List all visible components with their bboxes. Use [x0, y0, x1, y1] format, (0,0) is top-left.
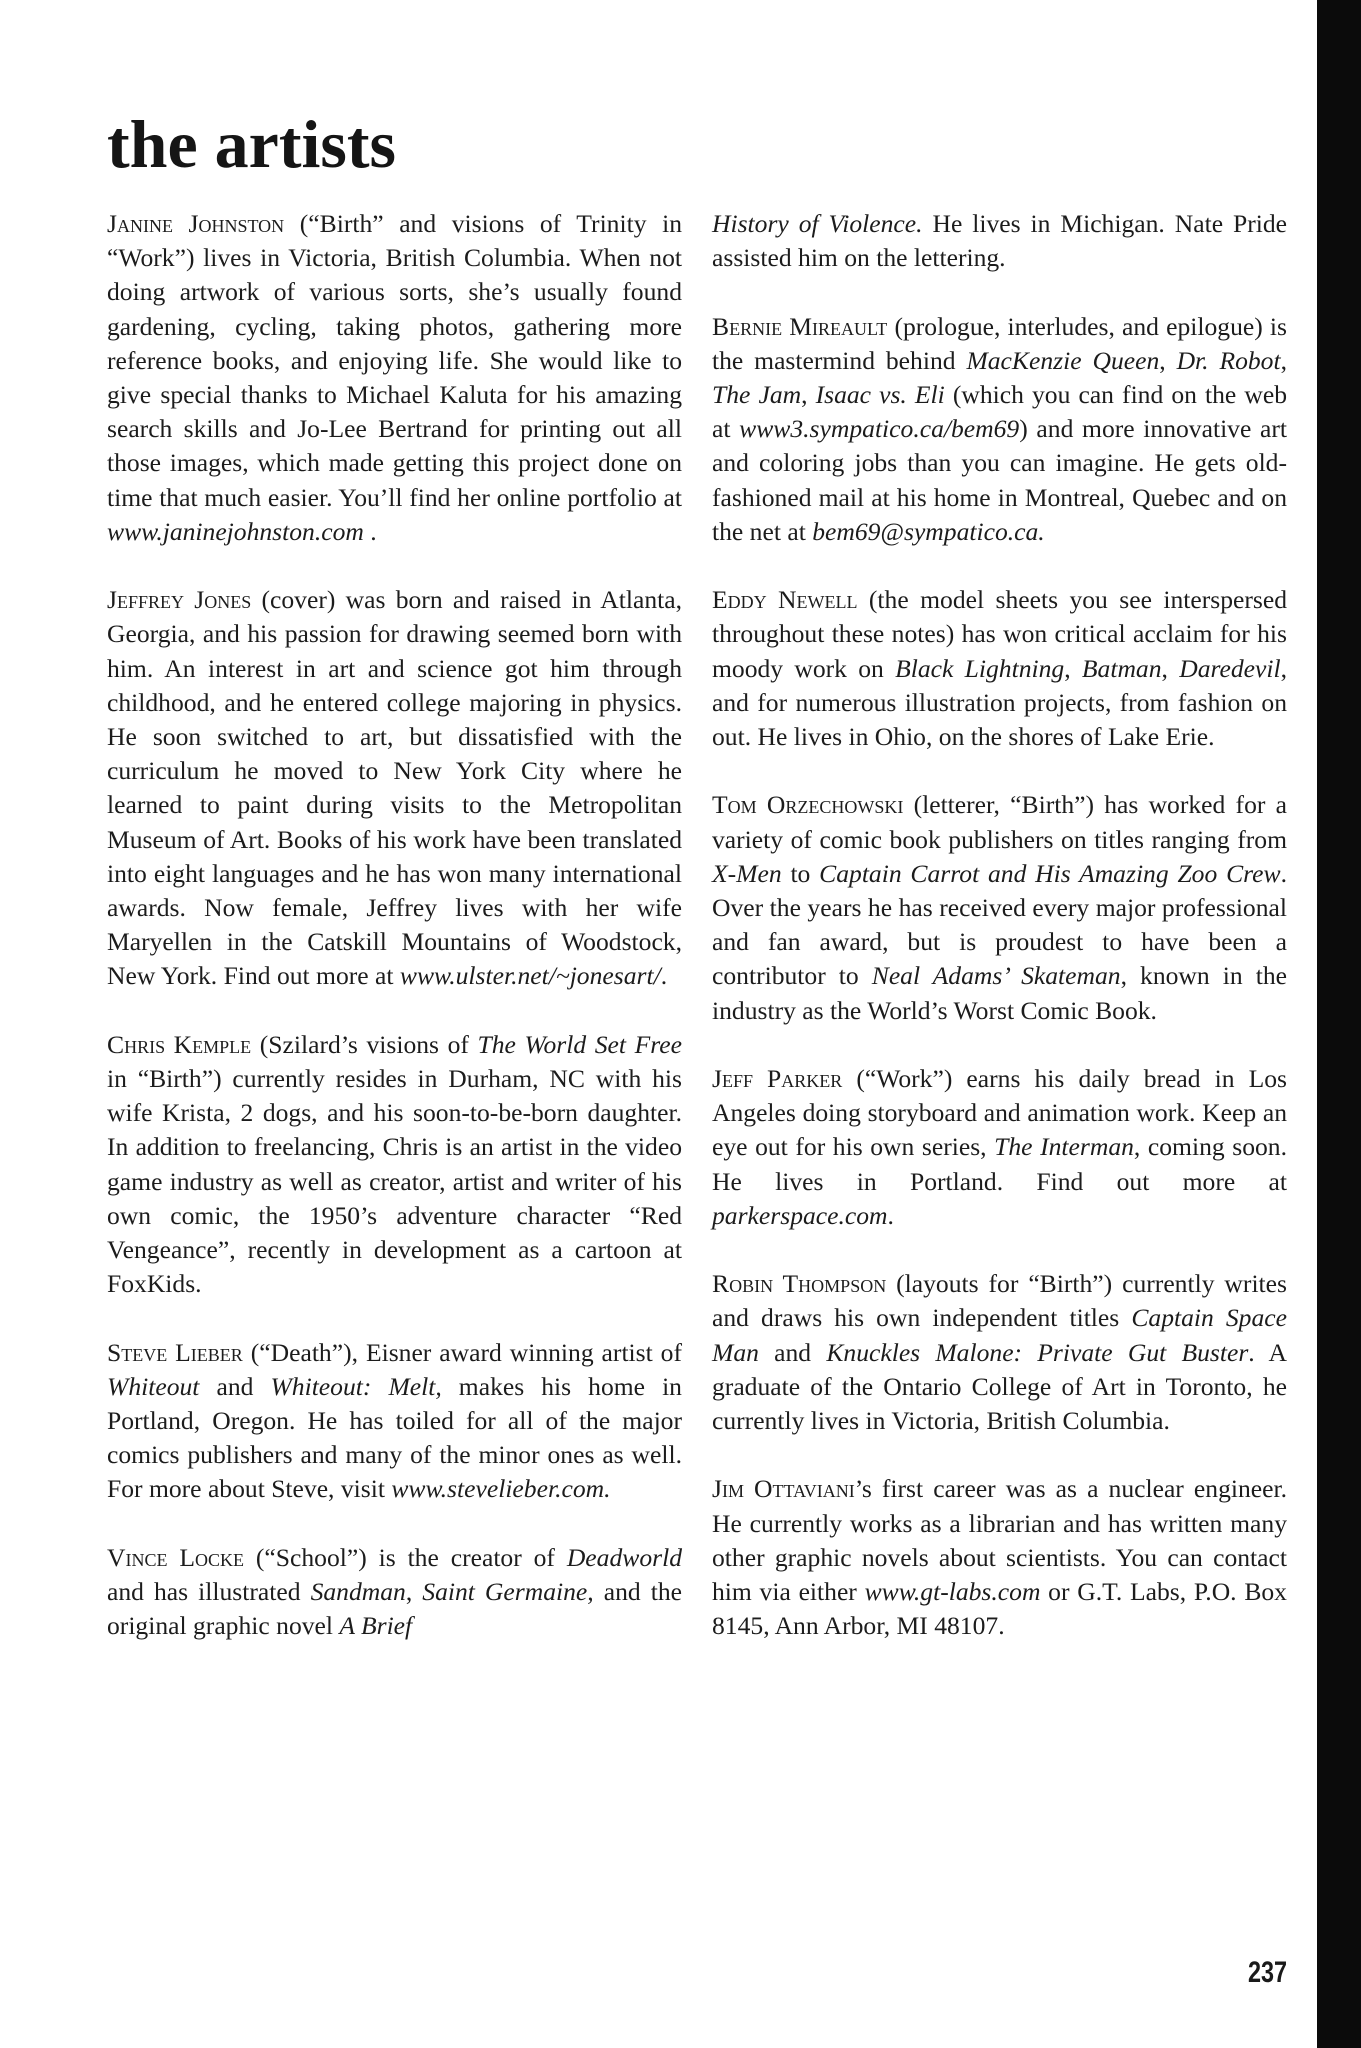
bio-text: (which you can find on the web at	[712, 380, 1288, 444]
bio-text: or G.T. Labs, P.O. Box 8145, Ann Arbor, MI 48107.	[712, 1577, 1287, 1641]
bio-text: in “Birth”) currently resides in Durham, NC with his wife Krista, 2 dogs, and his soon-to-be-born daughter. In addition to freelancing, Chris is an artist in the video game industry as well as creator, artist and writer of his own comic, the 1950’s adventure character “Red Vengeance”, recently in development as a cartoon at FoxKids.	[107, 1064, 682, 1299]
work-title: MacKenzie Queen	[966, 345, 1160, 375]
bio-text: and has illustrated	[107, 1577, 311, 1607]
work-title: Black Lightning	[895, 653, 1065, 683]
bio-text: ,	[405, 1577, 423, 1607]
bio-text: ,	[1064, 653, 1082, 683]
bio-text: , coming soon. He lives in Portland. Find out more at	[712, 1132, 1287, 1196]
artist-name: Robin Thompson	[712, 1269, 887, 1299]
work-title: The World Set Free	[477, 1029, 682, 1059]
work-title: Captain Carrot and His Amazing Zoo Crew	[819, 858, 1281, 888]
bio-vince-locke	[107, 1541, 682, 1644]
left-column	[107, 207, 682, 1678]
work-title: X-Men	[712, 858, 782, 888]
bio-text: (Szilard’s visions of	[251, 1029, 478, 1059]
artist-name: Eddy Newell	[712, 585, 858, 615]
artist-name: Janine Johnston	[107, 209, 285, 238]
website-link: parkerspace.com	[712, 1200, 888, 1230]
bio-jeffrey-jones	[107, 583, 682, 993]
work-title: Daredevil	[1179, 653, 1281, 683]
work-title: Knuckles Malone: Private Gut Buster	[826, 1337, 1249, 1367]
bio-text: and	[199, 1371, 271, 1401]
bio-jeff-parker	[712, 1062, 1287, 1233]
work-title: Deadworld	[566, 1542, 682, 1572]
work-title: The Interman	[994, 1132, 1134, 1162]
bio-text: (“Birth” and visions of Trinity in “Work”) lives in Victoria, British Columbia. When not doing artwork of various sorts, she’s usually found gardening, cycling, taking photos, gathering more reference books, and enjoying life. She would like to give special thanks to Michael Kaluta for his amazing search skills and Jo-Lee Bertrand for printing out all those images, which made getting this project done on time that much easier. You’ll find her online portfolio at	[107, 209, 682, 512]
bio-text: .	[660, 961, 668, 991]
bio-text: (the model sheets you see interspersed throughout these notes) has won critical acclaim for his moody work on	[712, 585, 1287, 683]
bio-text: and the original graphic novel	[107, 1577, 682, 1641]
bio-text: (letterer, “Birth”) has worked for a variety of comic book publishers on titles ranging from	[712, 790, 1287, 854]
artist-name: Jim Ottaviani	[712, 1474, 855, 1504]
artist-name: Vince Locke	[107, 1542, 244, 1572]
work-title: History of Violence.	[712, 209, 923, 238]
bio-jim-ottaviani	[712, 1472, 1287, 1643]
artist-name: Chris Kemple	[107, 1029, 252, 1059]
bio-vince-locke-continued	[712, 207, 1287, 275]
artist-name: Steve Lieber	[107, 1337, 243, 1367]
page-edge-bar	[1317, 0, 1361, 2048]
bio-text: ,	[1159, 345, 1177, 375]
bio-robin-thompson	[712, 1267, 1287, 1438]
website-link: www.janinejohnston.com	[107, 516, 364, 546]
bio-text: . A graduate of the Ontario College of Art in Toronto, he currently lives in Victoria, British Columbia.	[712, 1337, 1287, 1436]
work-title: Whiteout: Melt,	[270, 1371, 442, 1401]
bio-text: (cover) was born and raised in Atlanta, Georgia, and his passion for drawing seemed born with him. An interest in art and science got him through childhood, and he entered college majoring in physics. He soon switched to art, but dissatisfied with the curriculum he moved to New York City where he learned to paint during visits to the Metropolitan Museum of Art. Books of his work have been translated into eight languages and he has won many international awards. Now female, Jeffrey lives with her wife Maryellen in the Catskill Mountains of Woodstock, New York. Find out more at	[107, 585, 682, 991]
right-column	[712, 207, 1287, 1678]
email-address: bem69@sympatico.ca.	[812, 516, 1045, 546]
bio-text: , and for numerous illustration projects, from fashion on out. He lives in Ohio, on the shores of Lake Erie.	[712, 653, 1288, 752]
artist-name: Tom Orzechowski	[712, 790, 904, 820]
bio-tom-orzechowski	[712, 788, 1287, 1027]
bio-text: . Over the years he has received every major professional and fan award, but is proudest to have been a contributor to	[712, 858, 1287, 991]
bio-eddy-newell	[712, 583, 1287, 754]
bio-text: (prologue, interludes, and epilogue) is the mastermind behind	[712, 311, 1287, 375]
work-title: The Jam	[712, 380, 802, 409]
artist-name: Jeffrey Jones	[107, 585, 252, 615]
work-title: Captain Space Man	[712, 1303, 1287, 1367]
work-title: Neal Adams’ Skateman	[871, 961, 1121, 991]
website-link: www.gt-labs.com	[864, 1577, 1041, 1607]
bio-text: ’s first career was as a nuclear engineer. He currently works as a librarian and has written many other graphic novels about scientists. You can contact him via either	[712, 1474, 1287, 1607]
page-title: the artists	[107, 106, 396, 182]
bio-janine-johnston	[107, 207, 682, 549]
work-title: Sandman	[310, 1577, 406, 1607]
bio-text: .	[363, 516, 377, 546]
work-title: Saint Germaine,	[422, 1577, 594, 1607]
bio-text: .	[887, 1200, 894, 1230]
bio-text: makes his home in Portland, Oregon. He has toiled for all of the major comics publishers and many of the minor ones as well. For more about Steve, visit	[107, 1371, 682, 1504]
bio-text: to	[781, 858, 820, 888]
artist-name: Bernie Mireault	[712, 311, 888, 341]
bio-text: He lives in Michigan. Nate Pride assisted him on the lettering.	[712, 209, 1287, 273]
bio-text: (“Death”), Eisner award winning artist of	[242, 1337, 682, 1367]
website-link: www3.sympatico.ca/bem69	[739, 414, 1020, 444]
bio-text: (“Work”) earns his daily bread in Los Angeles doing storyboard and animation work. Keep an eye out for his own series,	[712, 1064, 1287, 1162]
work-title: Whiteout	[107, 1371, 200, 1401]
website-link: www.ulster.net/~jonesart/	[399, 961, 661, 991]
bio-text: ,	[801, 380, 816, 409]
bio-chris-kemple	[107, 1028, 682, 1302]
artist-name: Jeff Parker	[712, 1064, 843, 1094]
bio-text: (“School”) is the creator of	[244, 1542, 567, 1572]
work-title: Batman	[1081, 653, 1162, 683]
bio-bernie-mireault	[712, 310, 1287, 549]
page-number: 237	[1248, 1956, 1288, 1989]
bio-text: (layouts for “Birth”) currently writes and draws his own independent titles	[712, 1269, 1287, 1333]
website-link: www.stevelieber.com.	[391, 1474, 611, 1504]
bio-text: ) and more innovative art and coloring jobs than you can imagine. He gets old-fashioned mail at his home in Montreal, Quebec and on the net at	[712, 414, 1287, 546]
work-title: Isaac vs. Eli	[815, 380, 945, 409]
bio-text: ,	[1280, 345, 1287, 375]
work-title: A Brief	[339, 1611, 413, 1641]
work-title: Dr. Robot	[1176, 345, 1281, 375]
bio-text: , known in the industry as the World’s Worst Comic Book.	[712, 961, 1287, 1025]
bio-steve-lieber	[107, 1336, 682, 1507]
bio-text: and	[758, 1337, 827, 1367]
bio-text: ,	[1161, 653, 1180, 683]
